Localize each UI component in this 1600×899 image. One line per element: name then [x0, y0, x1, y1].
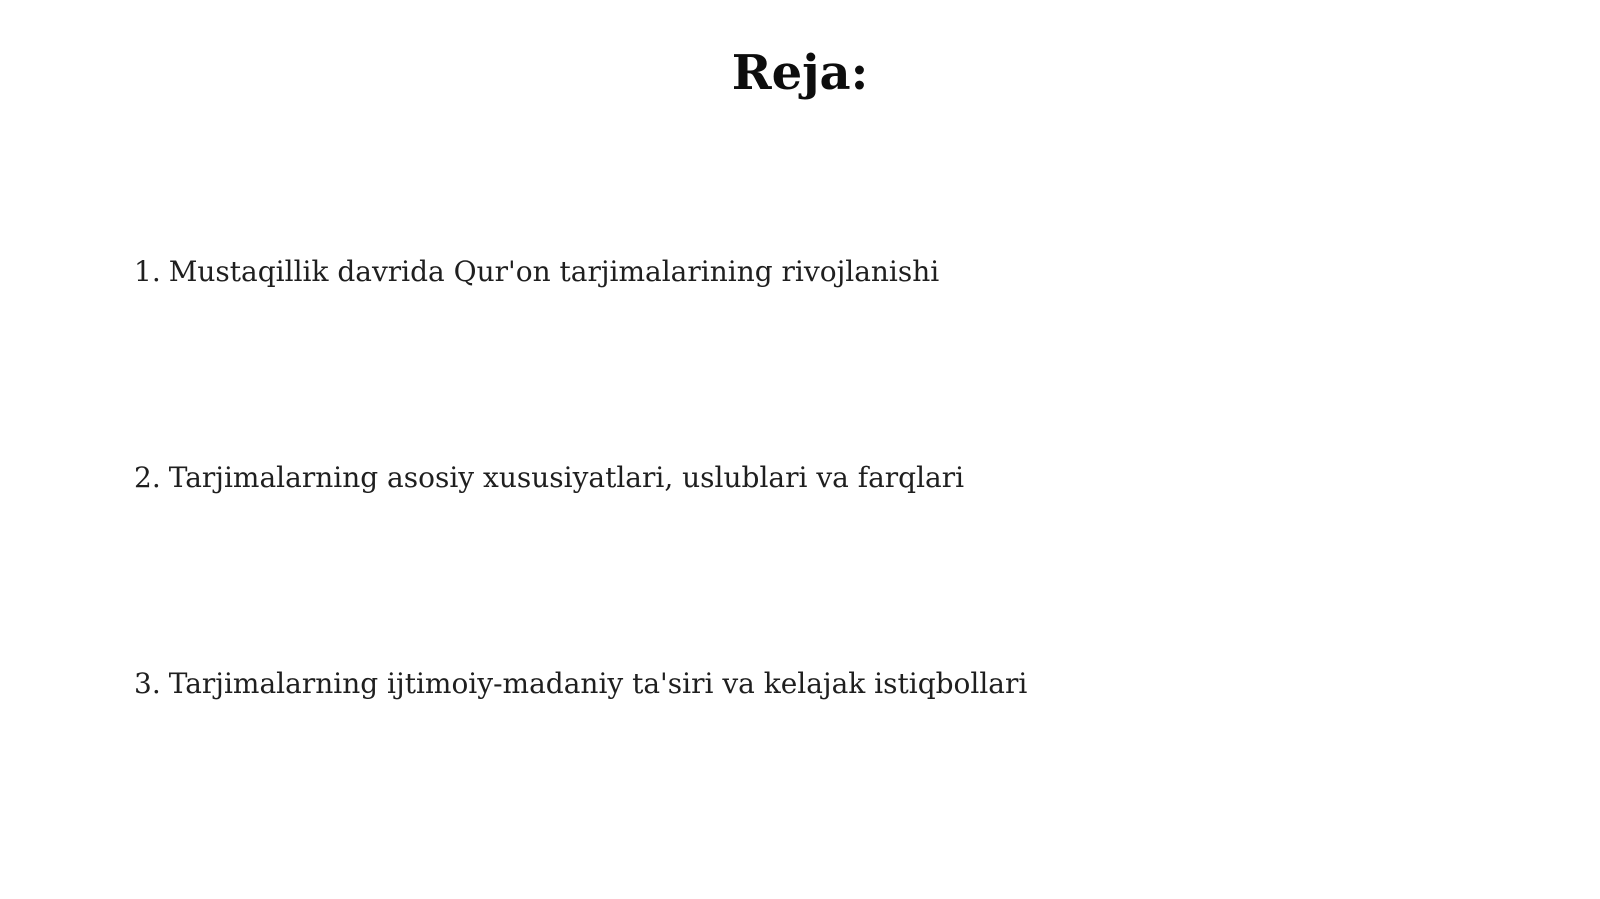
plan-item-text: Tarjimalarning asosiy xususiyatlari, uslublari va farqlari [168, 461, 965, 494]
slide-title: Reja: [731, 45, 869, 101]
plan-item-text: Mustaqillik davrida Qur'on tarjimalarining rivojlanishi [168, 255, 940, 288]
plan-item-2 [134, 458, 964, 498]
plan-item-number: 2. [134, 461, 161, 494]
plan-item-1 [134, 252, 939, 292]
plan-item-text: Tarjimalarning ijtimoiy-madaniy ta'siri va kelajak istiqbollari [168, 667, 1028, 700]
plan-item-3 [134, 664, 1027, 704]
plan-item-number: 1. [134, 255, 161, 288]
plan-item-number: 3. [134, 667, 161, 700]
